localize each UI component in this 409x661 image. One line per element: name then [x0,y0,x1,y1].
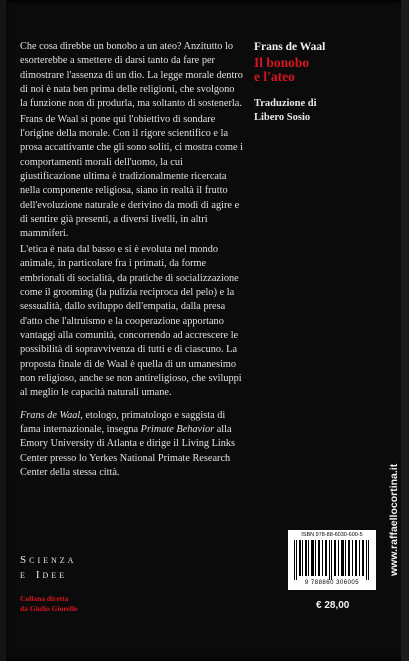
price: € 28,00 [316,600,350,611]
title-block [254,40,384,125]
isbn-label: ISBN 978-88-6030-600-5 [301,532,363,538]
series-line-2-a: e [20,569,28,581]
barcode-bars [294,540,370,580]
blurb-paragraph-3: L'etica è nata dal basso e si è evoluta nel mondo animale, in particolare fra i primati, da forme embrionali di socialità, da pratiche di socializzazione come il grooming (la pulizia reciproca del pelo) e la sessualità, dallo sviluppo dell'empatia, dalla presa d'atto che l'altruismo e la cooperazione apportano vantaggi alla comunità, concorrendo ad accrescere le possibilità di sopravvivenza di tutti e di ciascuno. La proposta finale di de Waal è quella di un umanesimo non religioso, anche se non antireligioso, che sviluppi al meglio le capacità naturali umane. [20,243,242,399]
left-edge [0,0,6,661]
series-line-1: Scienza [20,554,77,566]
blurb-text [20,40,244,481]
bio-course: Primate Behavior [140,423,215,435]
series-editor-line-1: Collana diretta [20,594,69,603]
barcode-number: 9 788860 306005 [304,580,360,586]
publisher-website: www.raffaellocortina.it [388,463,400,577]
series-editor-line-2: da Giulio Giorello [20,604,78,613]
author-bio [20,409,244,481]
author-name: Frans de Waal [254,41,326,53]
blurb-paragraph-1: Che cosa direbbe un bonobo a un ateo? Anzitutto lo esorterebbe a smettere di darsi tanto da fare per dimostrare l'assenza di un dio. La legge morale dentro di noi è nata ben prima delle religioni, che svolgono la funzione non di produrla, ma soltanto di sostenerla. [20,41,243,110]
book-title-line-1: Il bonobo [254,55,310,70]
series-line-2-b: Idee [35,569,68,581]
barcode [288,530,376,590]
bio-text-2: alla Emory University di Atlanta e dirige il Living Links Center presso lo Yerkes National Primate Research Center della stessa città. [20,423,236,478]
translator-name: Libero Sosio [254,112,311,123]
bio-text-1: , etologo, primatologo e saggista di fama internazionale, insegna [20,409,226,435]
bio-author-name: Frans de Waal [20,409,81,421]
series-editor [20,594,78,614]
series-line-2 [20,568,76,583]
translation-label: Traduzione di [254,98,317,109]
blurb-paragraph-2: Frans de Waal si pone qui l'obiettivo di sondare l'origine della morale. Con il rigore scientifico e la prosa accattivante che gli sono soliti, ci mostra come i comportamenti morali dell'uomo, la cui giustificazione ultima è tradizionalmente ricercata nella componente religiosa, siano in realtà il frutto dell'evoluzione naturale e derivino da modi di agire e di sentire già presenti, a diversi livelli, in altri mammiferi. [20,113,244,240]
series-logo [20,553,76,583]
book-title-line-2: e l'ateo [254,69,295,84]
